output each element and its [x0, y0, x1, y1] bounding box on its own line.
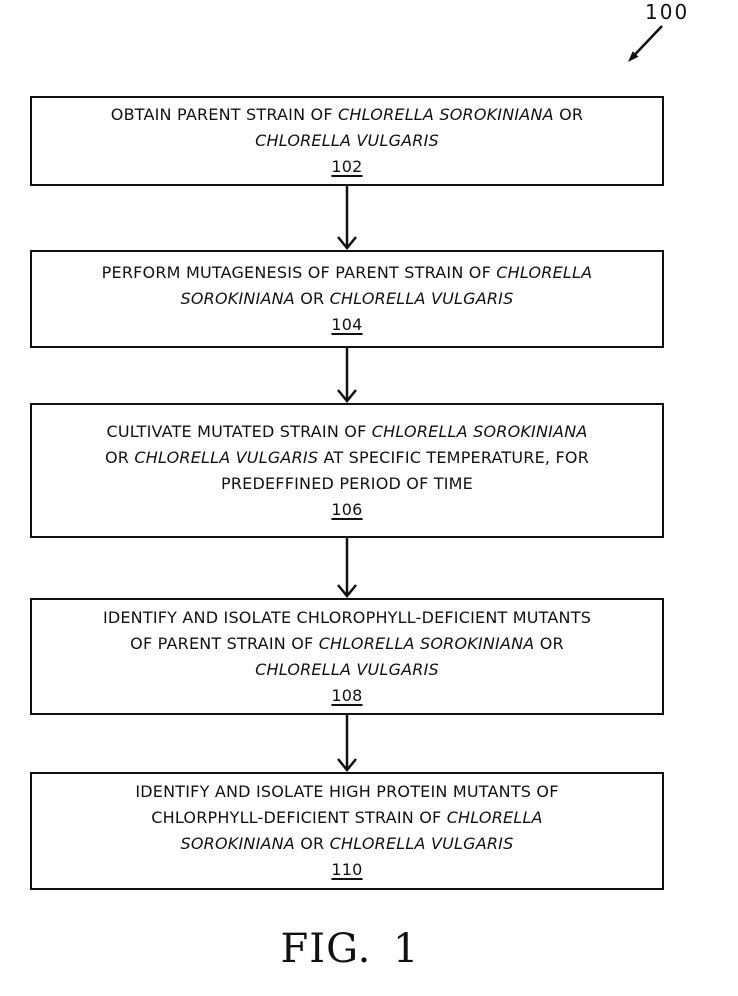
species-name: CHLORELLA VULGARIS [329, 834, 514, 853]
flowchart-box-102 [30, 96, 664, 186]
step-text: CULTIVATE MUTATED STRAIN OF [106, 421, 372, 441]
step-text: PREDEFFINED PERIOD OF TIME [221, 473, 473, 493]
box-text-line [135, 779, 558, 805]
step-text: OR [294, 834, 330, 853]
species-name: CHLORELLA SOROKINIANA [371, 421, 588, 441]
species-name: CHLORELLA VULGARIS [134, 447, 319, 467]
flowchart-box-110 [30, 772, 664, 890]
step-reference-number: 102 [331, 157, 363, 176]
box-text-line [106, 419, 587, 445]
step-text: IDENTIFY AND ISOLATE HIGH PROTEIN MUTANTS OF [135, 782, 559, 801]
species-name: CHLORELLA [496, 263, 593, 282]
step-reference-number: 106 [331, 499, 363, 519]
step-text: IDENTIFY AND ISOLATE CHLOROPHYLL-DEFICIENT MUTANTS [102, 607, 592, 627]
box-text-line [130, 631, 564, 657]
step-reference-number: 104 [331, 315, 363, 334]
down-arrow [335, 348, 359, 403]
step-reference-number: 108 [331, 685, 363, 705]
step-text: OBTAIN PARENT STRAIN OF [110, 105, 339, 124]
step-text: AT SPECIFIC TEMPERATURE, FOR [318, 447, 590, 467]
species-name: CHLORELLA VULGARIS [329, 289, 514, 308]
step-text: OR [104, 447, 135, 467]
species-name: CHLORELLA SOROKINIANA [318, 633, 535, 653]
species-name: CHLORELLA SOROKINIANA [338, 105, 554, 124]
step-text: OR [294, 289, 330, 308]
down-arrow [335, 715, 359, 772]
species-name: SOROKINIANA [180, 834, 295, 853]
box-text-line [103, 605, 591, 631]
box-text-line [255, 657, 439, 683]
figure-reference-number: 100 [645, 0, 690, 24]
box-text-line [102, 260, 593, 286]
step-reference-number: 110 [331, 860, 363, 879]
step-text: CHLORPHYLL-DEFICIENT STRAIN OF [151, 808, 447, 827]
down-arrow [335, 186, 359, 250]
box-text-line [111, 102, 583, 128]
step-text: OR [534, 633, 564, 653]
figure-pointer-arrow [622, 22, 670, 68]
species-name: CHLORELLA VULGARIS [255, 659, 439, 679]
figure-caption: FIG. 1 [280, 926, 420, 972]
box-text-line [255, 128, 439, 154]
box-text-line [105, 445, 589, 471]
step-text: OF PARENT STRAIN OF [130, 633, 319, 653]
box-text-line [181, 286, 514, 312]
flowchart-box-104 [30, 250, 664, 348]
flowchart-box-106 [30, 403, 664, 538]
step-text: OR [553, 105, 584, 124]
box-text-line [181, 831, 514, 857]
flowchart-box-108 [30, 598, 664, 715]
step-text: PERFORM MUTAGENESIS OF PARENT STRAIN OF [101, 263, 497, 282]
box-text-line [221, 471, 473, 497]
species-name: CHLORELLA [446, 808, 543, 827]
down-arrow [335, 538, 359, 598]
species-name: CHLORELLA VULGARIS [255, 131, 439, 150]
box-text-line [151, 805, 542, 831]
species-name: SOROKINIANA [180, 289, 295, 308]
